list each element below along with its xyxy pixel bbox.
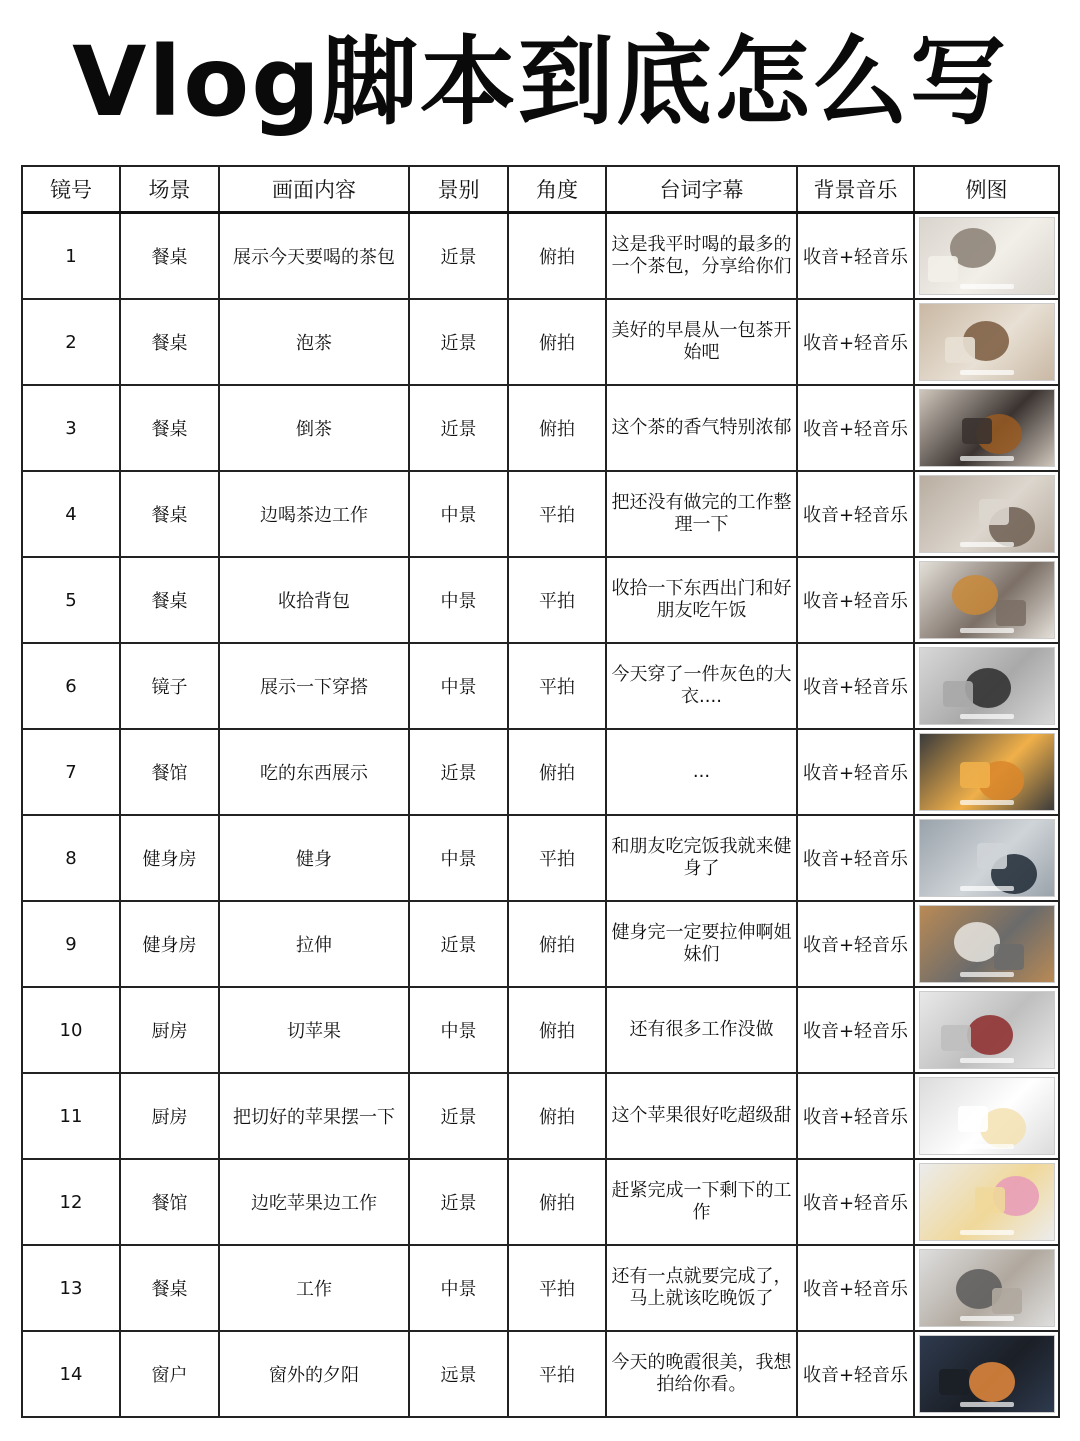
shot-number-cell: 3 — [22, 385, 120, 471]
frame-content-cell: 工作 — [219, 1245, 409, 1331]
subtitle-cell: 美好的早晨从一包茶开始吧 — [606, 299, 797, 385]
header-shot-size: 景别 — [409, 166, 508, 213]
music-cell: 收音+轻音乐 — [797, 643, 914, 729]
subtitle-cell: 赶紧完成一下剩下的工作 — [606, 1159, 797, 1245]
table-row — [22, 987, 1059, 1073]
frame-content-cell: 边吃苹果边工作 — [219, 1159, 409, 1245]
angle-cell: 俯拍 — [508, 729, 606, 815]
subtitle-cell: 这个茶的香气特别浓郁 — [606, 385, 797, 471]
example-image-cell — [914, 557, 1059, 643]
packing-bag-photo — [919, 561, 1055, 639]
subtitle-cell: 和朋友吃完饭我就来健身了 — [606, 815, 797, 901]
example-image-cell — [914, 729, 1059, 815]
stretching-photo — [919, 905, 1055, 983]
frame-content-cell: 窗外的夕阳 — [219, 1331, 409, 1417]
working-with-tea-photo — [919, 475, 1055, 553]
angle-cell: 平拍 — [508, 815, 606, 901]
shot-size-cell: 中景 — [409, 987, 508, 1073]
table-row — [22, 643, 1059, 729]
frame-content-cell: 把切好的苹果摆一下 — [219, 1073, 409, 1159]
angle-cell: 平拍 — [508, 1331, 606, 1417]
music-cell: 收音+轻音乐 — [797, 1073, 914, 1159]
music-cell: 收音+轻音乐 — [797, 1331, 914, 1417]
scene-cell: 餐馆 — [120, 729, 219, 815]
scene-cell: 餐桌 — [120, 471, 219, 557]
example-image-cell — [914, 643, 1059, 729]
subtitle-cell: 今天的晚霞很美，我想拍给你看。 — [606, 1331, 797, 1417]
example-image-cell — [914, 1245, 1059, 1331]
subtitle-cell: 这是我平时喝的最多的一个茶包，分享给你们 — [606, 213, 797, 300]
scene-cell: 餐桌 — [120, 557, 219, 643]
angle-cell: 平拍 — [508, 471, 606, 557]
scene-cell: 餐桌 — [120, 213, 219, 300]
subtitle-cell: 收拾一下东西出门和好朋友吃午饭 — [606, 557, 797, 643]
table-row — [22, 385, 1059, 471]
frame-content-cell: 收拾背包 — [219, 557, 409, 643]
music-cell: 收音+轻音乐 — [797, 1245, 914, 1331]
music-cell: 收音+轻音乐 — [797, 299, 914, 385]
angle-cell: 俯拍 — [508, 901, 606, 987]
scene-cell: 餐桌 — [120, 1245, 219, 1331]
angle-cell: 平拍 — [508, 643, 606, 729]
brewing-tea-photo — [919, 303, 1055, 381]
subtitle-cell: 还有一点就要完成了，马上就该吃晚饭了 — [606, 1245, 797, 1331]
header-subtitle: 台词字幕 — [606, 166, 797, 213]
example-image-cell — [914, 1331, 1059, 1417]
music-cell: 收音+轻音乐 — [797, 1159, 914, 1245]
gym-workout-photo — [919, 819, 1055, 897]
angle-cell: 平拍 — [508, 557, 606, 643]
subtitle-cell: 这个苹果很好吃超级甜 — [606, 1073, 797, 1159]
shot-size-cell: 中景 — [409, 557, 508, 643]
shot-number-cell: 4 — [22, 471, 120, 557]
frame-content-cell: 展示今天要喝的茶包 — [219, 213, 409, 300]
sunset-city-photo — [919, 1335, 1055, 1413]
table-row — [22, 1245, 1059, 1331]
scene-cell: 厨房 — [120, 1073, 219, 1159]
example-image-cell — [914, 471, 1059, 557]
subtitle-cell: 今天穿了一件灰色的大衣.... — [606, 643, 797, 729]
angle-cell: 俯拍 — [508, 1159, 606, 1245]
subtitle-cell: 把还没有做完的工作整理一下 — [606, 471, 797, 557]
table-row — [22, 471, 1059, 557]
table-row — [22, 729, 1059, 815]
example-image-cell — [914, 1159, 1059, 1245]
subtitle-cell: ... — [606, 729, 797, 815]
shot-size-cell: 中景 — [409, 643, 508, 729]
outfit-mirror-photo — [919, 647, 1055, 725]
scene-cell: 厨房 — [120, 987, 219, 1073]
example-image-cell — [914, 1073, 1059, 1159]
tea-bag-photo — [919, 217, 1055, 295]
shot-number-cell: 2 — [22, 299, 120, 385]
example-image-cell — [914, 901, 1059, 987]
shot-size-cell: 近景 — [409, 299, 508, 385]
example-image-cell — [914, 987, 1059, 1073]
shot-size-cell: 近景 — [409, 729, 508, 815]
header-frame-content: 画面内容 — [219, 166, 409, 213]
scene-cell: 餐馆 — [120, 1159, 219, 1245]
shot-number-cell: 5 — [22, 557, 120, 643]
frame-content-cell: 吃的东西展示 — [219, 729, 409, 815]
shot-size-cell: 近景 — [409, 901, 508, 987]
angle-cell: 俯拍 — [508, 213, 606, 300]
frame-content-cell: 泡茶 — [219, 299, 409, 385]
header-scene: 场景 — [120, 166, 219, 213]
subtitle-cell: 还有很多工作没做 — [606, 987, 797, 1073]
table-row — [22, 815, 1059, 901]
music-cell: 收音+轻音乐 — [797, 385, 914, 471]
pouring-tea-photo — [919, 389, 1055, 467]
frame-content-cell: 健身 — [219, 815, 409, 901]
table-header-row — [22, 166, 1059, 213]
table-row — [22, 1331, 1059, 1417]
shot-size-cell: 中景 — [409, 471, 508, 557]
shot-number-cell: 7 — [22, 729, 120, 815]
shot-size-cell: 近景 — [409, 1159, 508, 1245]
shot-number-cell: 10 — [22, 987, 120, 1073]
frame-content-cell: 展示一下穿搭 — [219, 643, 409, 729]
frame-content-cell: 边喝茶边工作 — [219, 471, 409, 557]
laptop-work-photo — [919, 1249, 1055, 1327]
table-row — [22, 1159, 1059, 1245]
header-angle: 角度 — [508, 166, 606, 213]
table-row — [22, 557, 1059, 643]
music-cell: 收音+轻音乐 — [797, 987, 914, 1073]
scene-cell: 健身房 — [120, 901, 219, 987]
music-cell: 收音+轻音乐 — [797, 815, 914, 901]
shot-number-cell: 14 — [22, 1331, 120, 1417]
angle-cell: 俯拍 — [508, 299, 606, 385]
header-example-image: 例图 — [914, 166, 1059, 213]
shot-number-cell: 1 — [22, 213, 120, 300]
music-cell: 收音+轻音乐 — [797, 471, 914, 557]
scene-cell: 餐桌 — [120, 385, 219, 471]
page-title: Vlog脚本到底怎么写 — [72, 26, 1008, 138]
shot-number-cell: 6 — [22, 643, 120, 729]
shot-size-cell: 近景 — [409, 1073, 508, 1159]
example-image-cell — [914, 815, 1059, 901]
example-image-cell — [914, 385, 1059, 471]
header-shot-number: 镜号 — [22, 166, 120, 213]
angle-cell: 俯拍 — [508, 987, 606, 1073]
angle-cell: 俯拍 — [508, 1073, 606, 1159]
shot-number-cell: 11 — [22, 1073, 120, 1159]
subtitle-cell: 健身完一定要拉伸啊姐妹们 — [606, 901, 797, 987]
scene-cell: 窗户 — [120, 1331, 219, 1417]
table-row — [22, 213, 1059, 300]
scene-cell: 镜子 — [120, 643, 219, 729]
shot-size-cell: 近景 — [409, 385, 508, 471]
angle-cell: 俯拍 — [508, 385, 606, 471]
cutting-apple-photo — [919, 991, 1055, 1069]
shot-number-cell: 13 — [22, 1245, 120, 1331]
restaurant-food-photo — [919, 733, 1055, 811]
scene-cell: 健身房 — [120, 815, 219, 901]
shot-size-cell: 近景 — [409, 213, 508, 300]
apple-and-tablet-photo — [919, 1163, 1055, 1241]
example-image-cell — [914, 299, 1059, 385]
shot-size-cell: 中景 — [409, 1245, 508, 1331]
music-cell: 收音+轻音乐 — [797, 557, 914, 643]
shot-size-cell: 中景 — [409, 815, 508, 901]
table-row — [22, 901, 1059, 987]
shot-number-cell: 12 — [22, 1159, 120, 1245]
shot-size-cell: 远景 — [409, 1331, 508, 1417]
frame-content-cell: 倒茶 — [219, 385, 409, 471]
table-row — [22, 1073, 1059, 1159]
music-cell: 收音+轻音乐 — [797, 901, 914, 987]
vlog-script-table — [21, 165, 1060, 1418]
example-image-cell — [914, 213, 1059, 300]
shot-number-cell: 8 — [22, 815, 120, 901]
header-music: 背景音乐 — [797, 166, 914, 213]
angle-cell: 平拍 — [508, 1245, 606, 1331]
table-row — [22, 299, 1059, 385]
music-cell: 收音+轻音乐 — [797, 213, 914, 300]
plated-apple-photo — [919, 1077, 1055, 1155]
shot-number-cell: 9 — [22, 901, 120, 987]
frame-content-cell: 拉伸 — [219, 901, 409, 987]
frame-content-cell: 切苹果 — [219, 987, 409, 1073]
scene-cell: 餐桌 — [120, 299, 219, 385]
music-cell: 收音+轻音乐 — [797, 729, 914, 815]
